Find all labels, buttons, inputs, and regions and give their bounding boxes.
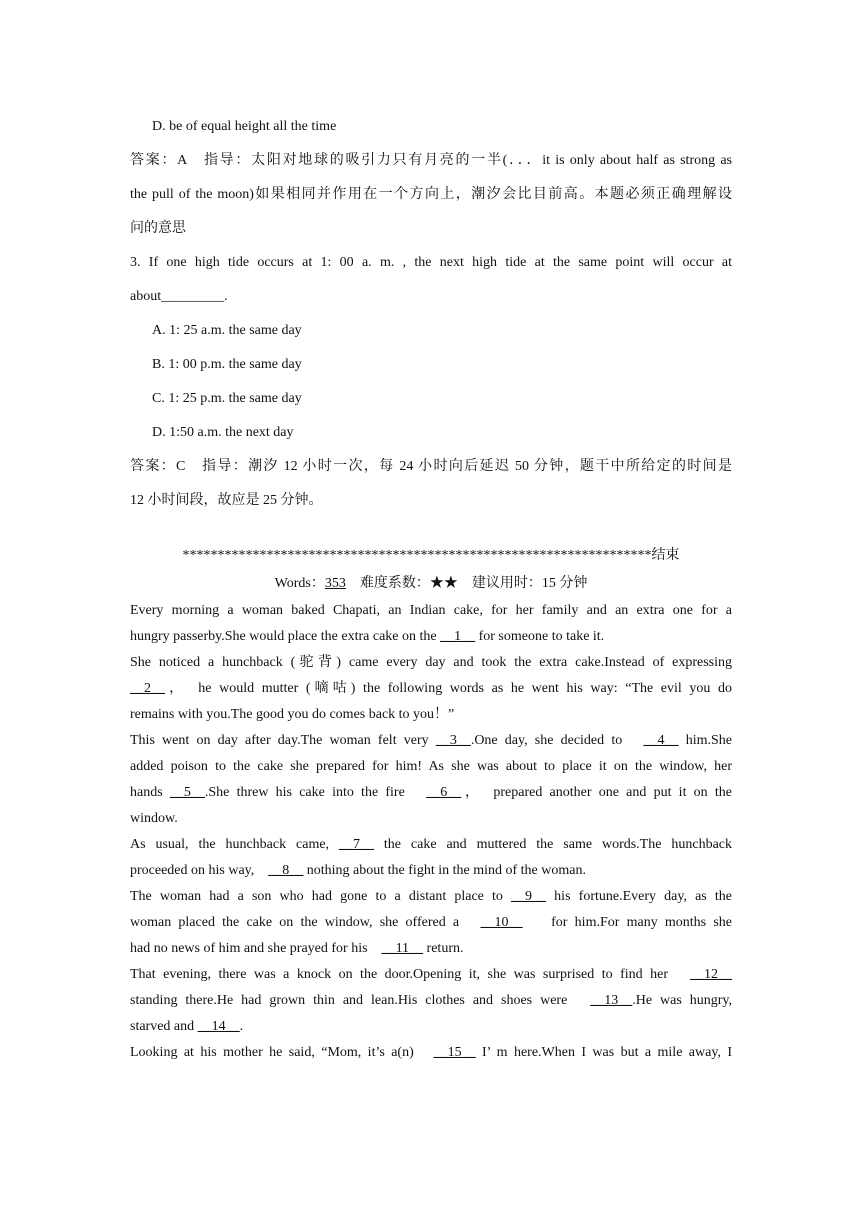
q3-answer-line-1: 答案：C 指导：潮汐 12 小时一次，每 24 小时向后延迟 50 分钟，题干中所给定的时间是	[130, 459, 732, 474]
q3-option-a: A. 1: 25 a.m. the same day	[152, 323, 302, 338]
passage-p6-l2: standing there.He had grown thin and lean.His clothes and shoes were __13__.He was hungry,	[130, 993, 732, 1008]
q3-option-c: C. 1: 25 p.m. the same day	[152, 391, 302, 406]
passage-p6-l3: starved and __14__.	[130, 1019, 244, 1034]
blank-marker: __15__	[433, 1045, 476, 1060]
passage-p5-l3: had no news of him and she prayed for his __11__ return.	[130, 941, 464, 956]
passage-p3-l4: window.	[130, 811, 178, 826]
q3-option-d: D. 1:50 a.m. the next day	[152, 425, 294, 440]
blank-marker: __10__	[480, 915, 523, 930]
blank-marker: __11__	[381, 941, 424, 956]
passage-p4-l2: proceeded on his way, __8__ nothing about the fight in the mind of the woman.	[130, 863, 586, 878]
blank-marker: __4__	[643, 733, 679, 748]
passage-p3-l2: added poison to the cake she prepared for him! As she was about to place it on the window, her	[130, 759, 732, 774]
passage-p6-l1: That evening, there was a knock on the door.Opening it, she was surprised to find her __12__	[130, 967, 732, 982]
passage-p1-l1: Every morning a woman baked Chapati, an Indian cake, for her family and an extra one for a	[130, 603, 732, 618]
passage-p7-l1: Looking at his mother he said, “Mom, it’s a(n) __15__ I’ m here.When I was but a mile away, I	[130, 1045, 733, 1060]
words-label: Words：	[274, 576, 325, 591]
blank-marker: __14__	[197, 1019, 240, 1034]
document-page	[130, 110, 732, 1066]
blank-marker: __8__	[268, 863, 304, 878]
passage-info	[130, 570, 732, 598]
q3-stem-line-2: about_________.	[130, 289, 228, 304]
passage-p2-l3: remains with you.The good you do comes back to you！”	[130, 707, 455, 722]
q2-answer-line-1: 答案：A 指导：太阳对地球的吸引力只有月亮的一半(．．．it is only about half as strong as	[130, 153, 732, 168]
passage-meta: 难度系数：★★ 建议用时：15 分钟	[345, 576, 588, 591]
passage-p1-l2: hungry passerby.She would place the extra cake on the __1__ for someone to take it.	[130, 629, 605, 644]
q3-stem-line-1: 3. If one high tide occurs at 1: 00 a. m. , the next high tide at the same point will occur at	[130, 255, 732, 270]
q3-answer-line-2: 12 小时间段，故应是 25 分钟。	[130, 493, 323, 508]
blank-marker: __5__	[169, 785, 205, 800]
q2-answer-line-3: 问的意思	[130, 221, 186, 236]
section-gap	[130, 518, 732, 542]
passage-p2-l1: She noticed a hunchback (驼背) came every day and took the extra cake.Instead of expressing	[130, 655, 732, 670]
blank-marker: __1__	[440, 629, 476, 644]
words-count: 353	[324, 576, 346, 591]
blank-marker: __13__	[590, 993, 633, 1008]
blank-marker: __2__	[130, 681, 165, 696]
passage-p5-l1: The woman had a son who had gone to a distant place to __9__ his fortune.Every day, as the	[130, 889, 733, 904]
blank-marker: __3__	[435, 733, 471, 748]
q3-option-b: B. 1: 00 p.m. the same day	[152, 357, 302, 372]
blank-marker: __6__	[426, 785, 462, 800]
q2-option-d: D. be of equal height all the time	[152, 119, 337, 134]
blank-marker: __9__	[511, 889, 547, 904]
passage-p2-l2: __2__， he would mutter (嘀咕) the following words as he went his way: “The evil you do	[130, 681, 732, 696]
passage-p4-l1: As usual, the hunchback came, __7__ the cake and muttered the same words.The hunchback	[130, 837, 733, 852]
blank-marker: __12__	[690, 967, 732, 982]
passage-p3-l3: hands __5__.She threw his cake into the fire __6__， prepared another one and put it on the	[130, 785, 732, 800]
section-divider: *******************************************************************结束	[182, 548, 680, 563]
passage-p3-l1: This went on day after day.The woman felt very __3__.One day, she decided to __4__ him.She	[130, 733, 732, 748]
q2-answer-line-2: the pull of the moon)如果相同并作用在一个方向上，潮汐会比目前高。本题必须正确理解设	[130, 187, 732, 202]
passage-p5-l2: woman placed the cake on the window, she offered a __10__ for him.For many months she	[130, 915, 732, 930]
blank-marker: __7__	[338, 837, 374, 852]
